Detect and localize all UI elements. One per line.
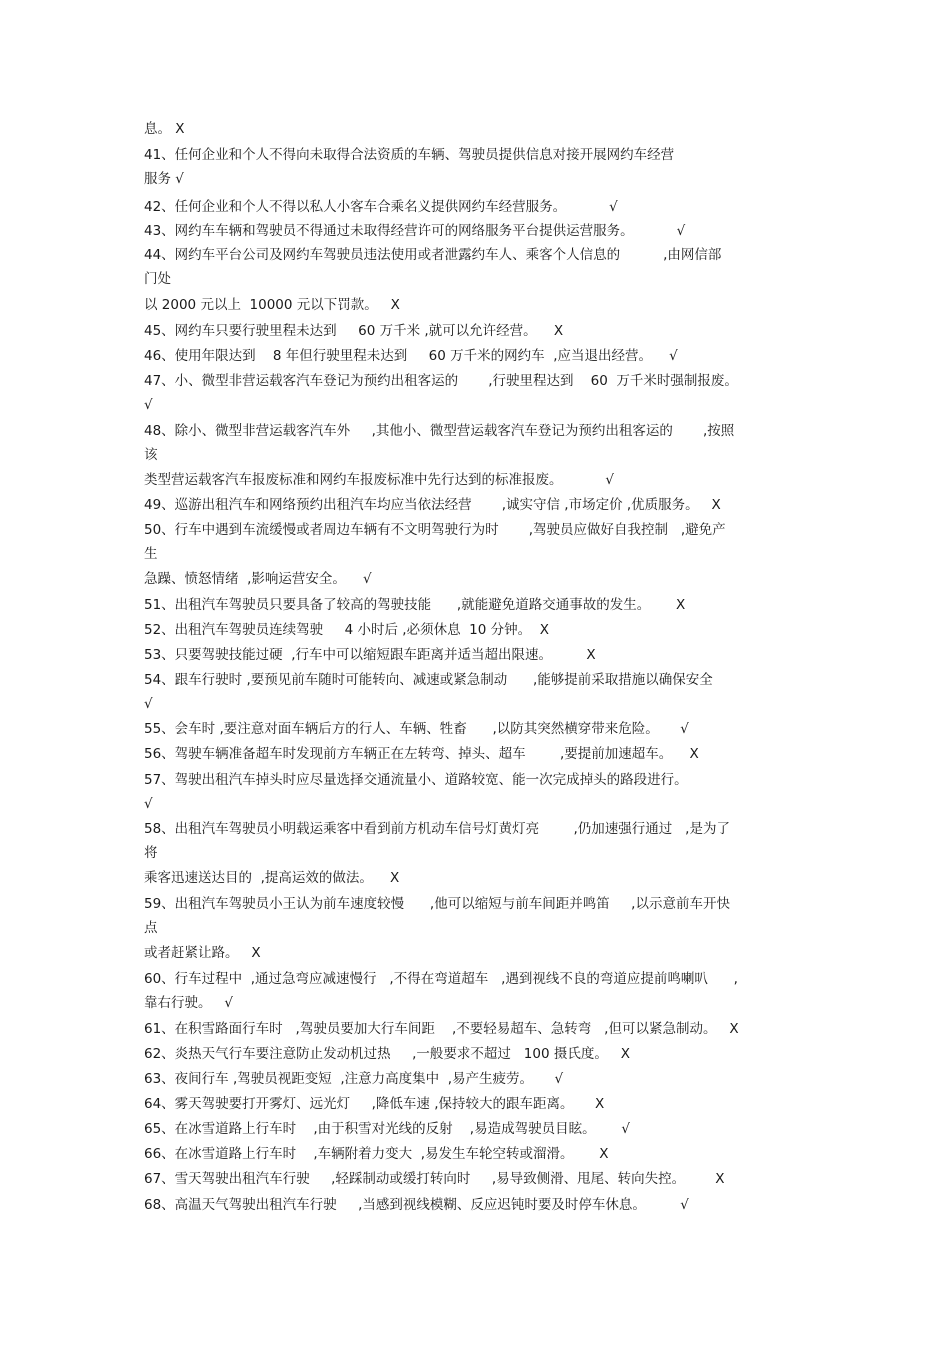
- text-line: 服务 √: [144, 171, 184, 187]
- text-line: 53、只要驾驶技能过硬 ,行车中可以缩短跟车距离并适当超出限速。 X: [144, 647, 596, 663]
- text-line: 59、出租汽车驾驶员小王认为前车速度较慢 ,他可以缩短与前车间距并鸣笛 ,以示意前车开快: [144, 896, 730, 912]
- text-line: 急躁、愤怒情绪 ,影响运营安全。 √: [144, 571, 372, 587]
- text-line: 60、行车过程中 ,通过急弯应减速慢行 ,不得在弯道超车 ,遇到视线不良的弯道应提前鸣喇叭 ,: [144, 971, 738, 987]
- text-line: 58、出租汽车驾驶员小明载运乘客中看到前方机动车信号灯黄灯亮 ,仍加速强行通过 ,是为了: [144, 821, 730, 837]
- text-line: 49、巡游出租汽车和网络预约出租汽车均应当依法经营 ,诚实守信 ,市场定价 ,优质服务。 X: [144, 497, 721, 513]
- text-line: √: [144, 796, 153, 812]
- text-line: 息。 X: [144, 121, 185, 137]
- text-line: 68、高温天气驾驶出租汽车行驶 ,当感到视线模糊、反应迟钝时要及时停车休息。 √: [144, 1197, 689, 1213]
- text-line: 42、任何企业和个人不得以私人小客车合乘名义提供网约车经营服务。 √: [144, 199, 618, 215]
- text-line: 该: [144, 447, 158, 463]
- text-line: 64、雾天驾驶要打开雾灯、远光灯 ,降低车速 ,保持较大的跟车距离。 X: [144, 1096, 605, 1112]
- text-line: 62、炎热天气行车要注意防止发动机过热 ,一般要求不超过 100 摄氏度。 X: [144, 1046, 630, 1062]
- text-line: 靠右行驶。 √: [144, 995, 233, 1011]
- text-line: √: [144, 397, 153, 413]
- text-line: 将: [144, 845, 158, 861]
- text-line: 52、出租汽车驾驶员连续驾驶 4 小时后 ,必须休息 10 分钟。 X: [144, 622, 549, 638]
- text-line: 51、出租汽车驾驶员只要具备了较高的驾驶技能 ,就能避免道路交通事故的发生。 X: [144, 597, 686, 613]
- text-line: 57、驾驶出租汽车掉头时应尽量选择交通流量小、道路较宽、能一次完成掉头的路段进行。: [144, 772, 688, 788]
- text-line: 65、在冰雪道路上行车时 ,由于积雪对光线的反射 ,易造成驾驶员目眩。 √: [144, 1121, 630, 1137]
- text-line: √: [144, 696, 153, 712]
- text-line: 48、除小、微型非营运载客汽车外 ,其他小、微型营运载客汽车登记为预约出租客运的 ,按照: [144, 423, 735, 439]
- text-line: 44、网约车平台公司及网约车驾驶员违法使用或者泄露约车人、乘客个人信息的 ,由网信部: [144, 247, 722, 263]
- text-line: 54、跟车行驶时 ,要预见前车随时可能转向、减速或紧急制动 ,能够提前采取措施以确保安全: [144, 672, 713, 688]
- text-line: 乘客迅速送达目的 ,提高运效的做法。 X: [144, 870, 400, 886]
- text-line: 67、雪天驾驶出租汽车行驶 ,轻踩制动或缓打转向时 ,易导致侧滑、甩尾、转向失控。 X: [144, 1171, 725, 1187]
- text-line: 55、会车时 ,要注意对面车辆后方的行人、车辆、牲畜 ,以防其突然横穿带来危险。 √: [144, 721, 689, 737]
- text-line: 47、小、微型非营运载客汽车登记为预约出租客运的 ,行驶里程达到 60 万千米时强制报废。: [144, 373, 738, 389]
- text-line: 61、在积雪路面行车时 ,驾驶员要加大行车间距 ,不要轻易超车、急转弯 ,但可以紧急制动。 X: [144, 1021, 739, 1037]
- text-line: 类型营运载客汽车报废标准和网约车报废标准中先行达到的标准报废。 √: [144, 472, 615, 488]
- text-line: 门处: [144, 271, 171, 287]
- text-line: 41、任何企业和个人不得向未取得合法资质的车辆、驾驶员提供信息对接开展网约车经营: [144, 147, 675, 163]
- text-line: 46、使用年限达到 8 年但行驶里程未达到 60 万千米的网约车 ,应当退出经营。 √: [144, 348, 678, 364]
- text-line: 50、行车中遇到车流缓慢或者周边车辆有不文明驾驶行为时 ,驾驶员应做好自我控制 ,避免产: [144, 522, 726, 538]
- text-line: 63、夜间行车 ,驾驶员视距变短 ,注意力高度集中 ,易产生疲劳。 √: [144, 1071, 564, 1087]
- text-line: 生: [144, 546, 158, 562]
- text-line: 56、驾驶车辆准备超车时发现前方车辆正在左转弯、掉头、超车 ,要提前加速超车。 X: [144, 746, 699, 762]
- text-line: 点: [144, 920, 158, 936]
- text-line: 43、网约车车辆和驾驶员不得通过未取得经营许可的网络服务平台提供运营服务。 √: [144, 223, 686, 239]
- text-line: 66、在冰雪道路上行车时 ,车辆附着力变大 ,易发生车轮空转或溜滑。 X: [144, 1146, 609, 1162]
- text-line: 或者赶紧让路。 X: [144, 945, 261, 961]
- text-line: 45、网约车只要行驶里程未达到 60 万千米 ,就可以允许经营。 X: [144, 323, 564, 339]
- text-line: 以 2000 元以上 10000 元以下罚款。 X: [144, 297, 400, 313]
